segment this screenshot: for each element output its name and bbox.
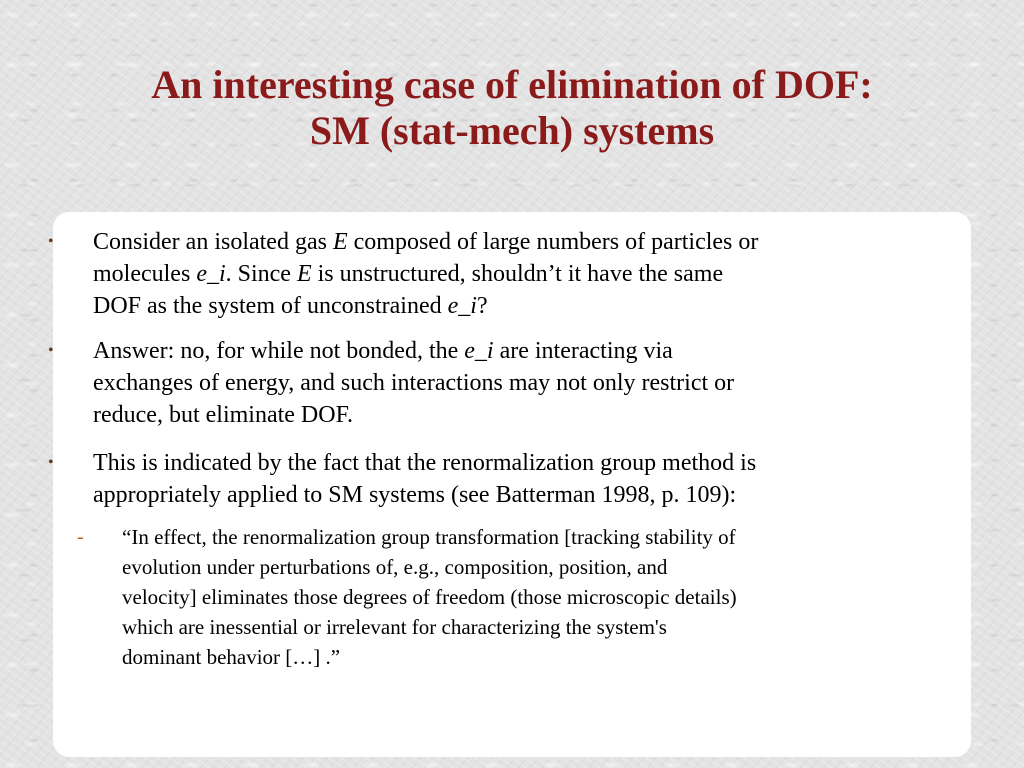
quote-text-line: “In effect, the renormalization group transformation [tracking stability of xyxy=(122,525,736,549)
slide-title xyxy=(40,62,984,154)
text-segment: Consider an isolated gas xyxy=(93,229,333,255)
sub-bullet-marker: - xyxy=(77,526,84,548)
text-segment: This is indicated by the fact that the renormalization group method is xyxy=(93,450,757,476)
text-segment: . Since xyxy=(225,261,297,287)
bullet-item-1 xyxy=(48,226,893,322)
text-segment: composed of large numbers of particles or xyxy=(347,229,759,255)
text-segment: reduce, but eliminate DOF. xyxy=(93,402,354,428)
italic-variable: e_i xyxy=(447,293,477,319)
bullet-text-line xyxy=(93,226,893,258)
quote-text-line: velocity] eliminates those degrees of freedom (those microscopic details) xyxy=(122,585,737,609)
title-line-1: An interesting case of elimination of DOF: xyxy=(151,62,873,107)
text-segment: Answer: no, for while not bonded, the xyxy=(93,338,465,364)
bullet-marker: • xyxy=(48,233,54,250)
text-segment: exchanges of energy, and such interactions may not only restrict or xyxy=(93,370,735,396)
bullet-text-line xyxy=(93,479,893,511)
bullet-item-3 xyxy=(48,447,893,511)
text-segment: ? xyxy=(476,293,488,319)
text-segment: DOF as the system of unconstrained xyxy=(93,293,448,319)
bullet-text-line xyxy=(93,258,893,290)
text-segment: appropriately applied to SM systems (see Batterman 1998, p. 109): xyxy=(93,482,737,508)
bullet-marker: • xyxy=(48,454,54,471)
italic-variable: E xyxy=(296,261,312,287)
italic-variable: e_i xyxy=(196,261,226,287)
text-segment: are interacting via xyxy=(493,338,673,364)
bullet-text-line xyxy=(93,335,893,367)
bullet-text-line xyxy=(93,367,893,399)
italic-variable: e_i xyxy=(464,338,494,364)
title-line-2: SM (stat-mech) systems xyxy=(309,108,715,153)
quote-text-line: dominant behavior […] .” xyxy=(122,645,341,669)
quote-text-line: which are inessential or irrelevant for characterizing the system's xyxy=(122,615,667,639)
italic-variable: E xyxy=(332,229,348,255)
bullet-text-line xyxy=(93,399,893,431)
bullet-text-line xyxy=(93,290,893,322)
sub-bullet-item xyxy=(77,522,902,672)
bullet-item-2 xyxy=(48,335,893,431)
bullet-text-line xyxy=(93,447,893,479)
text-segment: molecules xyxy=(93,261,197,287)
bullet-marker: • xyxy=(48,342,54,359)
text-segment: is unstructured, shouldn’t it have the same xyxy=(311,261,724,287)
quote-text-line: evolution under perturbations of, e.g., composition, position, and xyxy=(122,555,668,579)
